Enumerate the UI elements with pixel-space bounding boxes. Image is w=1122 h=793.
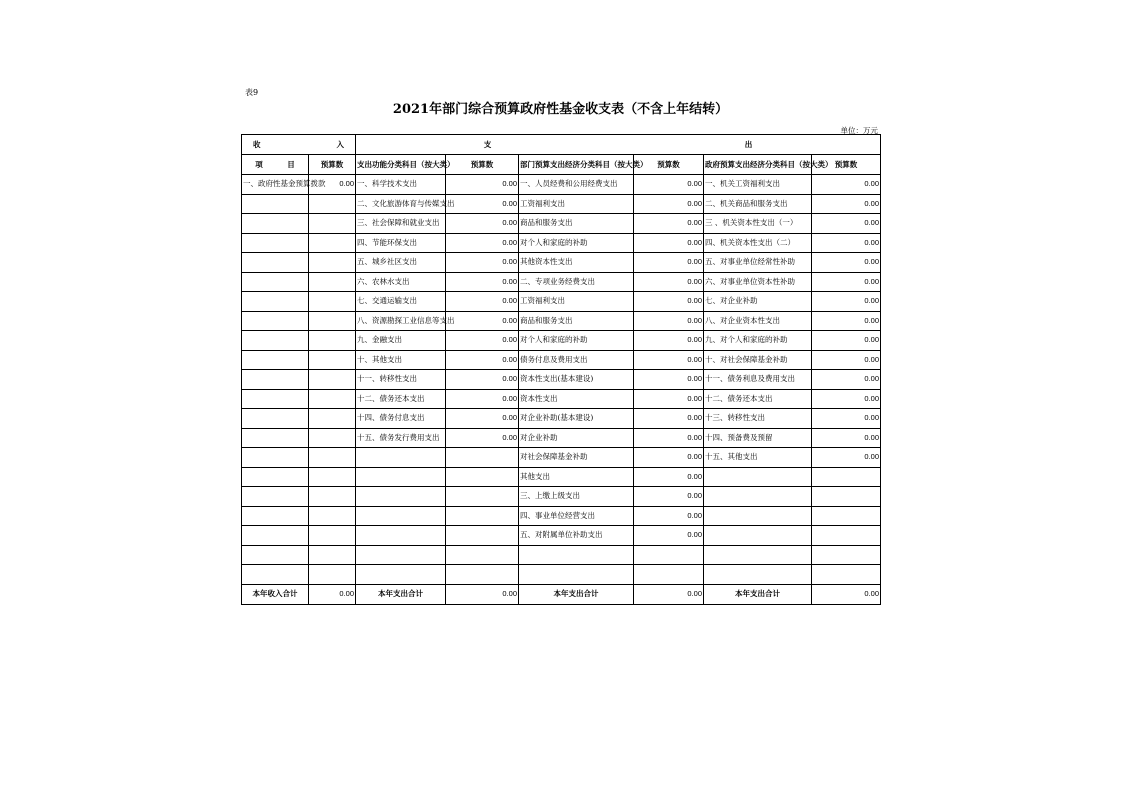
empty-cell (812, 526, 881, 546)
table-row (242, 350, 881, 370)
empty-cell (242, 506, 309, 526)
empty-cell (812, 565, 881, 585)
gov-item-value: 0.00 (812, 370, 881, 390)
table-row (242, 467, 881, 487)
dept-item-name: 四、事业单位经营支出 (519, 506, 634, 526)
empty-cell (356, 506, 446, 526)
header-row-section (242, 135, 881, 155)
func-item-value: 0.00 (446, 428, 519, 448)
gov-item-name: 十一、债务利息及费用支出 (704, 370, 812, 390)
table-row (242, 194, 881, 214)
empty-cell (242, 409, 309, 429)
dept-item-name: 对个人和家庭的补助 (519, 331, 634, 351)
func-item-value: 0.00 (446, 175, 519, 195)
empty-cell (446, 487, 519, 507)
dept-item-name: 资本性支出(基本建设) (519, 370, 634, 390)
empty-cell (242, 194, 309, 214)
dept-item-value: 0.00 (634, 350, 704, 370)
gov-item-value: 0.00 (812, 194, 881, 214)
func-item-name: 十四、债务付息支出 (356, 409, 446, 429)
gov-item-name: 五、对事业单位经常性补助 (704, 253, 812, 273)
empty-cell (309, 370, 356, 390)
unit-label: 单位：万元 (840, 126, 878, 135)
empty-cell (309, 565, 356, 585)
empty-cell (704, 565, 812, 585)
gov-item-value: 0.00 (812, 311, 881, 331)
expense-section-header: 支 出 (356, 135, 881, 155)
gov-item-name: 一、机关工资福利支出 (704, 175, 812, 195)
page-title: 2021年部门综合预算政府性基金收支表（不含上年结转） (392, 102, 729, 117)
gov-budget-header: 预算数 (812, 155, 881, 175)
empty-cell (309, 409, 356, 429)
empty-cell (242, 487, 309, 507)
gov-total-label: 本年支出合计 (704, 584, 812, 604)
func-item-name: 二、文化旅游体育与传媒支出 (356, 194, 446, 214)
empty-cell (446, 565, 519, 585)
gov-item-value: 0.00 (812, 350, 881, 370)
table-row (242, 311, 881, 331)
gov-item-name: 十、对社会保障基金补助 (704, 350, 812, 370)
item-header: 项 目 (242, 155, 309, 175)
empty-cell (704, 526, 812, 546)
dept-item-value: 0.00 (634, 214, 704, 234)
empty-cell (356, 467, 446, 487)
func-item-name: 十、其他支出 (356, 350, 446, 370)
empty-cell (309, 214, 356, 234)
income-section-header: 收 入 (242, 135, 356, 155)
dept-item-name: 一、人员经费和公用经费支出 (519, 175, 634, 195)
empty-cell (309, 389, 356, 409)
func-item-value: 0.00 (446, 292, 519, 312)
dept-item-value: 0.00 (634, 389, 704, 409)
dept-item-name: 债务付息及费用支出 (519, 350, 634, 370)
gov-item-name: 八、对企业资本性支出 (704, 311, 812, 331)
dept-item-name: 对企业补助(基本建设) (519, 409, 634, 429)
empty-cell (242, 428, 309, 448)
func-item-name: 八、资源勘探工业信息等支出 (356, 311, 446, 331)
gov-econ-header: 政府预算支出经济分类科目（按大类） (704, 155, 812, 175)
empty-cell (634, 545, 704, 565)
empty-cell (356, 545, 446, 565)
dept-item-name: 其他支出 (519, 467, 634, 487)
header-row-columns (242, 155, 881, 175)
dept-item-value: 0.00 (634, 526, 704, 546)
func-item-value: 0.00 (446, 272, 519, 292)
empty-cell (519, 565, 634, 585)
empty-cell (356, 448, 446, 468)
empty-cell (242, 467, 309, 487)
dept-item-value: 0.00 (634, 409, 704, 429)
table-row (242, 214, 881, 234)
dept-item-name: 二、专项业务经费支出 (519, 272, 634, 292)
empty-cell (309, 292, 356, 312)
table-row (242, 448, 881, 468)
func-item-name: 三、社会保障和就业支出 (356, 214, 446, 234)
dept-item-name: 其他资本性支出 (519, 253, 634, 273)
empty-cell (242, 389, 309, 409)
dept-item-name: 对个人和家庭的补助 (519, 233, 634, 253)
dept-item-value: 0.00 (634, 487, 704, 507)
func-class-header: 支出功能分类科目（按大类） (356, 155, 446, 175)
empty-cell (242, 233, 309, 253)
empty-cell (309, 253, 356, 273)
empty-cell (446, 506, 519, 526)
func-item-value: 0.00 (446, 389, 519, 409)
table-row (242, 428, 881, 448)
dept-item-name: 五、对附属单位补助支出 (519, 526, 634, 546)
empty-cell (309, 506, 356, 526)
table-row (242, 233, 881, 253)
table-row (242, 253, 881, 273)
dept-item-value: 0.00 (634, 311, 704, 331)
table-row (242, 272, 881, 292)
income-total-label: 本年收入合计 (242, 584, 309, 604)
gov-item-name: 十五、其他支出 (704, 448, 812, 468)
empty-cell (242, 292, 309, 312)
gov-item-name: 十三、转移性支出 (704, 409, 812, 429)
table-row (242, 331, 881, 351)
func-item-value: 0.00 (446, 311, 519, 331)
dept-item-value: 0.00 (634, 506, 704, 526)
gov-item-value: 0.00 (812, 409, 881, 429)
empty-cell (446, 526, 519, 546)
total-row (242, 584, 881, 604)
gov-item-name: 二、机关商品和服务支出 (704, 194, 812, 214)
dept-total-label: 本年支出合计 (519, 584, 634, 604)
dept-item-value: 0.00 (634, 428, 704, 448)
empty-cell (634, 565, 704, 585)
empty-cell (242, 331, 309, 351)
empty-cell (309, 194, 356, 214)
dept-item-name: 三、上缴上级支出 (519, 487, 634, 507)
func-item-name: 一、科学技术支出 (356, 175, 446, 195)
empty-cell (356, 487, 446, 507)
table-row (242, 526, 881, 546)
budget-table (241, 134, 881, 605)
table-row (242, 565, 881, 585)
empty-cell (704, 467, 812, 487)
empty-cell (309, 331, 356, 351)
empty-cell (242, 214, 309, 234)
gov-item-name: 四、机关资本性支出（二） (704, 233, 812, 253)
gov-item-name: 七、对企业补助 (704, 292, 812, 312)
empty-cell (704, 487, 812, 507)
gov-item-value: 0.00 (812, 448, 881, 468)
dept-item-value: 0.00 (634, 448, 704, 468)
func-item-value: 0.00 (446, 409, 519, 429)
table-row (242, 370, 881, 390)
empty-cell (309, 311, 356, 331)
empty-cell (309, 350, 356, 370)
empty-cell (309, 428, 356, 448)
gov-item-value: 0.00 (812, 331, 881, 351)
dept-item-value: 0.00 (634, 272, 704, 292)
gov-total-value: 0.00 (812, 584, 881, 604)
table-row (242, 389, 881, 409)
dept-item-name: 资本性支出 (519, 389, 634, 409)
dept-item-value: 0.00 (634, 194, 704, 214)
dept-total-value: 0.00 (634, 584, 704, 604)
dept-item-value: 0.00 (634, 233, 704, 253)
empty-cell (446, 467, 519, 487)
table-row (242, 292, 881, 312)
gov-item-value: 0.00 (812, 272, 881, 292)
func-item-value: 0.00 (446, 350, 519, 370)
empty-cell (356, 526, 446, 546)
table-row (242, 409, 881, 429)
gov-item-name: 十四、预备费及预留 (704, 428, 812, 448)
func-item-name: 十一、转移性支出 (356, 370, 446, 390)
gov-item-name: 九、对个人和家庭的补助 (704, 331, 812, 351)
table-row (242, 175, 881, 195)
dept-item-value: 0.00 (634, 292, 704, 312)
table-row (242, 506, 881, 526)
dept-item-name: 工资福利支出 (519, 194, 634, 214)
dept-item-value: 0.00 (634, 331, 704, 351)
func-item-name: 六、农林水支出 (356, 272, 446, 292)
dept-item-value: 0.00 (634, 253, 704, 273)
func-item-value: 0.00 (446, 331, 519, 351)
dept-item-value: 0.00 (634, 467, 704, 487)
income-item-value: 0.00 (309, 175, 356, 195)
empty-cell (356, 565, 446, 585)
gov-item-value: 0.00 (812, 175, 881, 195)
empty-cell (519, 545, 634, 565)
dept-item-value: 0.00 (634, 370, 704, 390)
func-item-value: 0.00 (446, 233, 519, 253)
empty-cell (812, 506, 881, 526)
gov-item-value: 0.00 (812, 214, 881, 234)
func-total-label: 本年支出合计 (356, 584, 446, 604)
empty-cell (242, 350, 309, 370)
gov-item-name: 十二、债务还本支出 (704, 389, 812, 409)
func-item-name: 四、节能环保支出 (356, 233, 446, 253)
func-budget-header: 预算数 (446, 155, 519, 175)
empty-cell (242, 253, 309, 273)
empty-cell (242, 370, 309, 390)
empty-cell (242, 311, 309, 331)
dept-item-name: 对社会保障基金补助 (519, 448, 634, 468)
empty-cell (446, 545, 519, 565)
empty-cell (242, 545, 309, 565)
func-item-name: 十五、债务发行费用支出 (356, 428, 446, 448)
empty-cell (704, 506, 812, 526)
gov-item-value: 0.00 (812, 253, 881, 273)
income-total-value: 0.00 (309, 584, 356, 604)
empty-cell (309, 545, 356, 565)
func-item-value: 0.00 (446, 194, 519, 214)
dept-item-name: 商品和服务支出 (519, 214, 634, 234)
gov-item-value: 0.00 (812, 292, 881, 312)
empty-cell (309, 272, 356, 292)
dept-econ-header: 部门预算支出经济分类科目（按大类） (519, 155, 634, 175)
func-item-value: 0.00 (446, 214, 519, 234)
func-item-name: 十二、债务还本支出 (356, 389, 446, 409)
empty-cell (812, 545, 881, 565)
dept-item-value: 0.00 (634, 175, 704, 195)
func-item-name: 五、城乡社区支出 (356, 253, 446, 273)
table-row (242, 487, 881, 507)
dept-budget-header: 预算数 (634, 155, 704, 175)
gov-item-value: 0.00 (812, 233, 881, 253)
empty-cell (812, 467, 881, 487)
empty-cell (242, 526, 309, 546)
income-budget-header: 预算数 (309, 155, 356, 175)
empty-cell (812, 487, 881, 507)
empty-cell (309, 467, 356, 487)
empty-cell (446, 448, 519, 468)
dept-item-name: 工资福利支出 (519, 292, 634, 312)
gov-item-name: 六、对事业单位资本性补助 (704, 272, 812, 292)
func-item-value: 0.00 (446, 370, 519, 390)
income-item-name: 一、政府性基金预算拨款 (242, 175, 309, 195)
empty-cell (309, 487, 356, 507)
empty-cell (242, 565, 309, 585)
table-row (242, 545, 881, 565)
func-item-value: 0.00 (446, 253, 519, 273)
gov-item-name: 三 、机关资本性支出（一） (704, 214, 812, 234)
table-number: 表9 (245, 88, 259, 97)
empty-cell (309, 526, 356, 546)
empty-cell (242, 448, 309, 468)
gov-item-value: 0.00 (812, 428, 881, 448)
gov-item-value: 0.00 (812, 389, 881, 409)
dept-item-name: 对企业补助 (519, 428, 634, 448)
func-total-value: 0.00 (446, 584, 519, 604)
empty-cell (704, 545, 812, 565)
func-item-name: 九、金融支出 (356, 331, 446, 351)
empty-cell (309, 448, 356, 468)
empty-cell (242, 272, 309, 292)
dept-item-name: 商品和服务支出 (519, 311, 634, 331)
func-item-name: 七、交通运输支出 (356, 292, 446, 312)
empty-cell (309, 233, 356, 253)
